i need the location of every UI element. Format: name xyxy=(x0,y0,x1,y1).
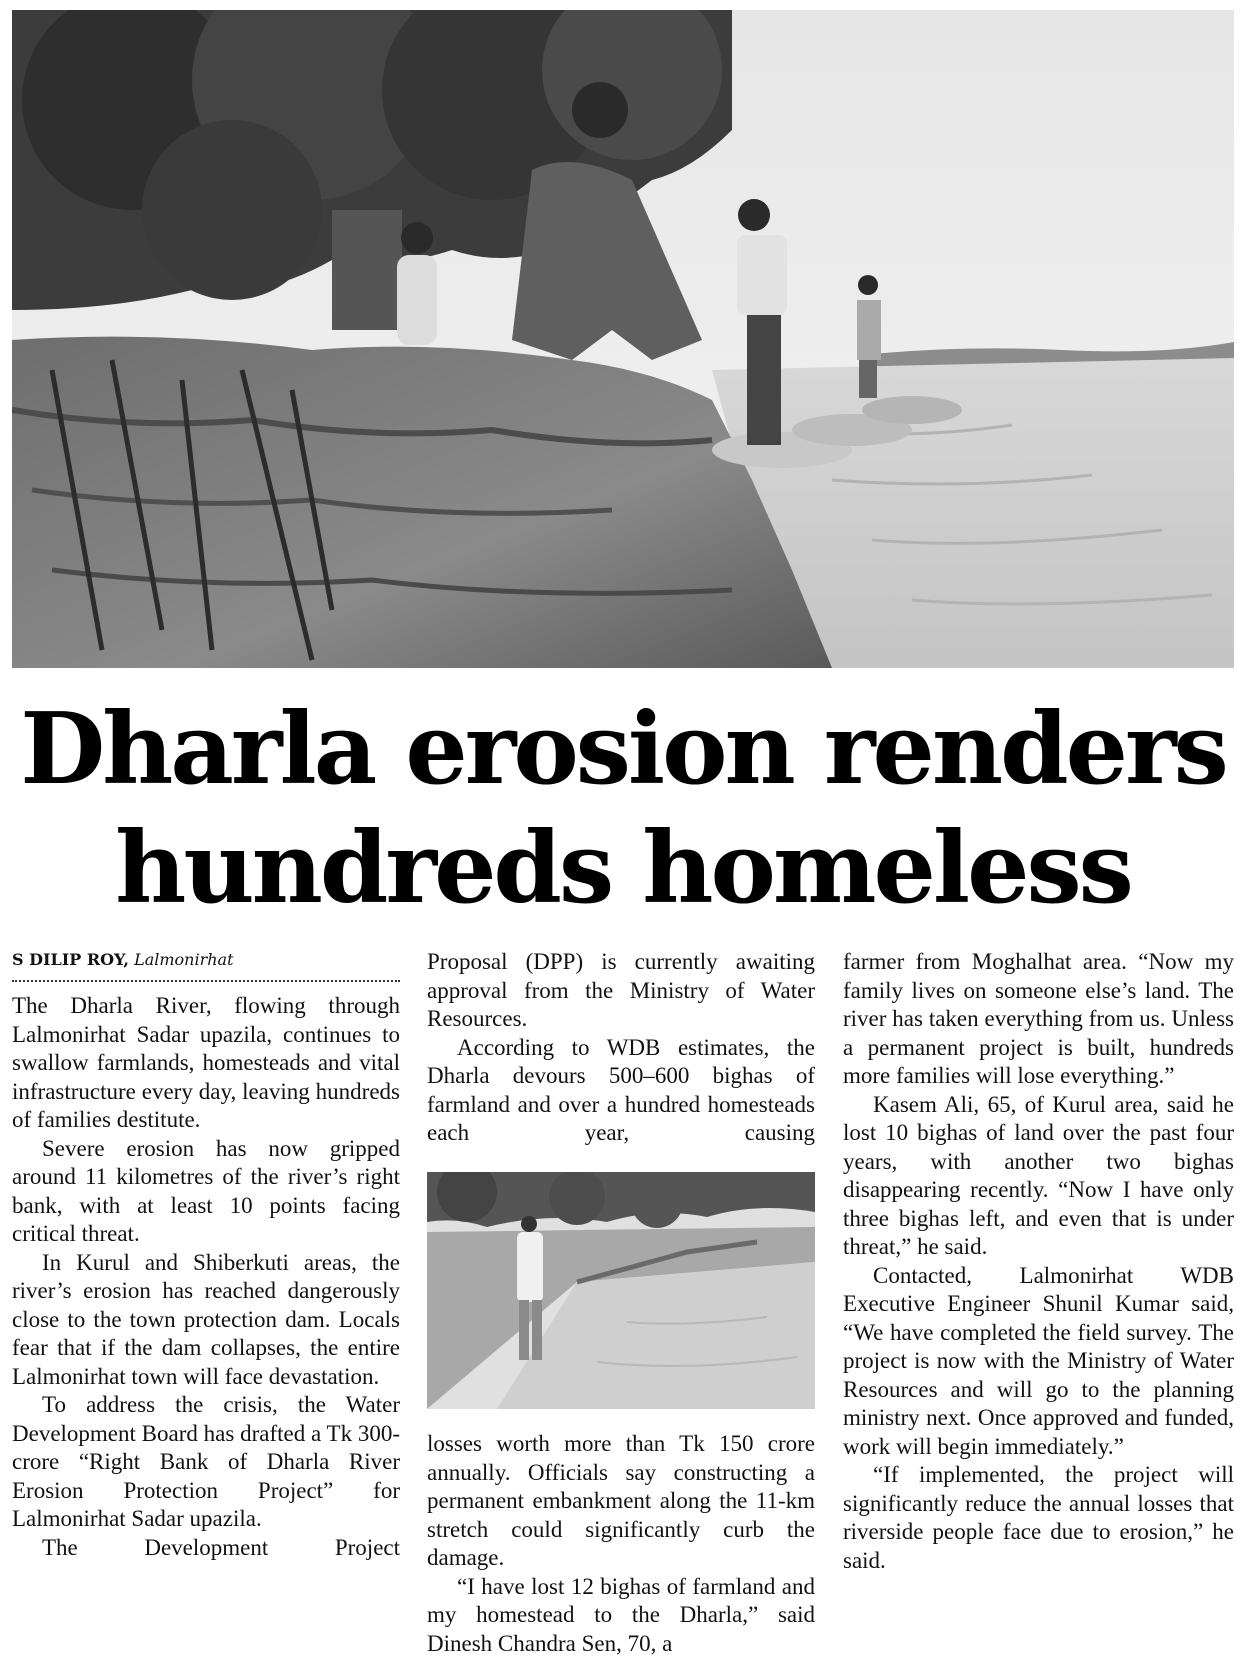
article-paragraph: Proposal (DPP) is currently awaiting approval from the Ministry of Water Resources. xyxy=(427,948,815,1034)
article-column-2-top xyxy=(427,948,815,1148)
headline-line-2: hundreds homeless xyxy=(115,811,1131,926)
article-paragraph: Contacted, Lalmonirhat WDB Executive Engineer Shunil Kumar said, “We have completed the field survey. The project is now with the Ministry of Water Resources and will go to the planning ministry next. Once approved and funded, work will begin immediately.” xyxy=(843,1262,1234,1462)
headline-line-1: Dharla erosion renders xyxy=(20,692,1226,807)
lead-photo xyxy=(12,10,1234,668)
article-paragraph: “If implemented, the project will significantly reduce the annual losses that riverside people face due to erosion,” he said. xyxy=(843,1461,1234,1575)
article-paragraph: In Kurul and Shiberkuti areas, the river’s erosion has reached dangerously close to the town protection dam. Locals fear that if the dam collapses, the entire Lalmonirhat town will face devastation. xyxy=(12,1249,400,1392)
article-column-2-bottom xyxy=(427,1430,815,1658)
article-paragraph: Kasem Ali, 65, of Kurul area, said he lost 10 bighas of land over the past four years, with another two bighas disappearing recently. “Now I have only three bighas left, and even that is under threat,” he said. xyxy=(843,1091,1234,1262)
byline xyxy=(12,950,400,970)
article-paragraph: The Development Project xyxy=(12,1534,400,1563)
article-column-3 xyxy=(843,948,1234,1575)
inset-photo xyxy=(427,1172,815,1409)
inset-photo-image xyxy=(427,1172,815,1409)
article-paragraph: losses worth more than Tk 150 crore annually. Officials say constructing a permanent embankment along the 11-km stretch could significantly curb the damage. xyxy=(427,1430,815,1573)
headline xyxy=(0,690,1246,928)
article-paragraph: farmer from Moghalhat area. “Now my family lives on someone else’s land. The river has taken everything from us. Unless a permanent project is built, hundreds more families will lose everything.” xyxy=(843,948,1234,1091)
lead-photo-image xyxy=(12,10,1234,668)
article-paragraph: Severe erosion has now gripped around 11 kilometres of the river’s right bank, with at least 10 points facing critical threat. xyxy=(12,1135,400,1249)
article-paragraph: According to WDB estimates, the Dharla devours 500–600 bighas of farmland and over a hundred homesteads each year, causing xyxy=(427,1034,815,1148)
article-column-1 xyxy=(12,992,400,1562)
article-paragraph: To address the crisis, the Water Development Board has drafted a Tk 300-crore “Right Bank of Dharla River Erosion Protection Project” for Lalmonirhat Sadar upazila. xyxy=(12,1391,400,1534)
byline-author: S DILIP ROY, xyxy=(12,950,129,969)
byline-divider xyxy=(12,980,400,982)
article-paragraph: The Dharla River, flowing through Lalmonirhat Sadar upazila, continues to swallow farmlands, homesteads and vital infrastructure every day, leaving hundreds of families destitute. xyxy=(12,992,400,1135)
article-paragraph: “I have lost 12 bighas of farmland and my homestead to the Dharla,” said Dinesh Chandra Sen, 70, a xyxy=(427,1573,815,1658)
byline-location: Lalmonirhat xyxy=(134,950,233,969)
